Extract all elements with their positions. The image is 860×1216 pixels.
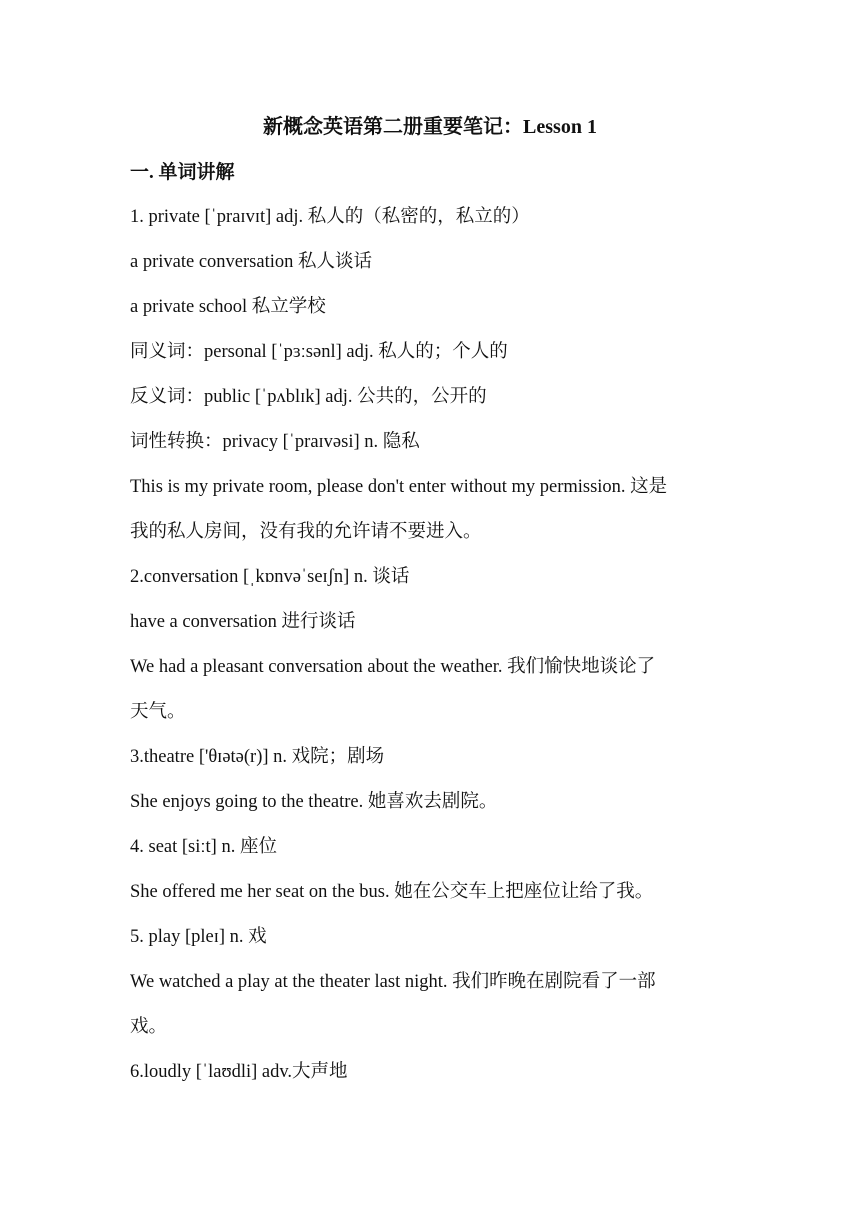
text-line: 6.loudly [ˈlaʊdli] adv.大声地: [130, 1062, 348, 1082]
text-line: a private conversation 私人谈话: [130, 252, 372, 272]
text-line: 2.conversation [ˌkɒnvəˈseɪʃn] n. 谈话: [130, 567, 410, 587]
text-line: 天气。: [130, 702, 186, 722]
text-line: She offered me her seat on the bus. 她在公交车上把座位让给了我。: [130, 882, 654, 902]
text-line: 词性转换：privacy [ˈpraɪvəsi] n. 隐私: [130, 432, 420, 452]
text-line: She enjoys going to the theatre. 她喜欢去剧院。: [130, 792, 498, 812]
text-line: 我的私人房间，没有我的允许请不要进入。: [130, 522, 482, 542]
document-title: 新概念英语第二册重要笔记：Lesson 1: [263, 116, 597, 138]
text-line: We had a pleasant conversation about the weather. 我们愉快地谈论了: [130, 657, 656, 677]
text-line: 戏。: [130, 1017, 168, 1037]
text-line: 4. seat [siːt] n. 座位: [130, 837, 277, 857]
text-line: have a conversation 进行谈话: [130, 612, 356, 632]
text-line: 同义词：personal [ˈpɜːsənl] adj. 私人的；个人的: [130, 342, 508, 362]
text-line: 1. private [ˈpraɪvɪt] adj. 私人的（私密的，私立的）: [130, 207, 530, 227]
text-line: We watched a play at the theater last night. 我们昨晚在剧院看了一部: [130, 972, 656, 992]
text-line: 5. play [pleɪ] n. 戏: [130, 927, 267, 947]
text-line: 反义词：public [ˈpʌblɪk] adj. 公共的，公开的: [130, 387, 487, 407]
section-heading: 一. 单词讲解: [130, 162, 235, 183]
text-line: 3.theatre ['θɪətə(r)] n. 戏院；剧场: [130, 747, 385, 767]
text-line: a private school 私立学校: [130, 297, 326, 317]
text-line: This is my private room, please don't enter without my permission. 这是: [130, 477, 668, 497]
